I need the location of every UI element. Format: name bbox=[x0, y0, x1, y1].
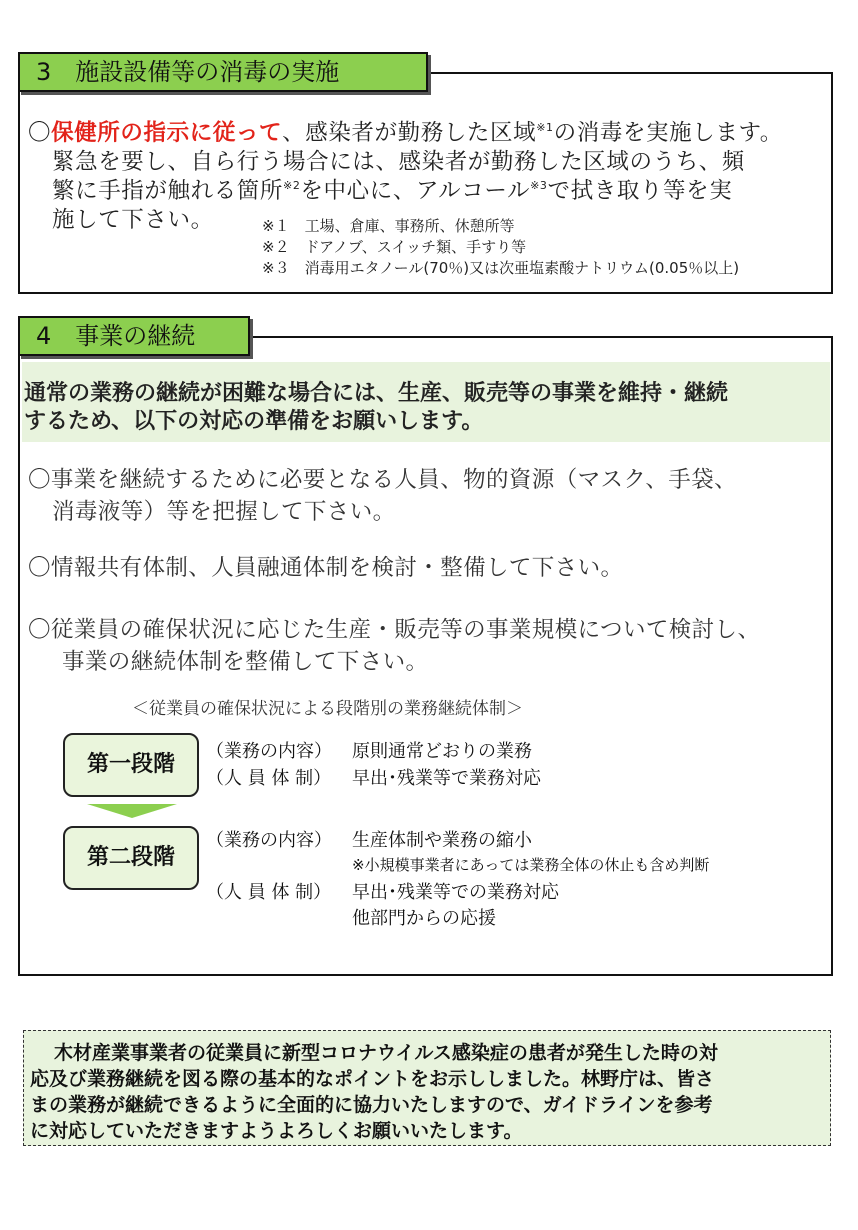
section3-line1: 〇保健所の指示に従って、感染者が勤務した区域$^{※1}$の消毒を実施します。 bbox=[28, 120, 783, 146]
stage1-content-label: （業務の内容） bbox=[206, 741, 332, 762]
stage2-content: 生産体制や業務の縮小 bbox=[352, 830, 532, 851]
footer-line3: まの業務が継続できるように全面的に協力いたしますので、ガイドラインを参考 bbox=[30, 1094, 713, 1116]
section4-lead-line2: するため、以下の対応の準備をお願いします。 bbox=[24, 409, 484, 434]
health-center-emphasis: 保健所の指示に従って bbox=[51, 120, 283, 146]
footnote-1: ※１ 工場、倉庫、事務所、休憩所等 bbox=[262, 217, 515, 235]
section3-line3: 繁に手指が触れる箇所$^{※2}$を中心に、アルコール$^{※3}$で拭き取り等を実 bbox=[52, 178, 733, 204]
stage1-content: 原則通常どおりの業務 bbox=[352, 741, 532, 762]
section4-heading: 4 事業の継続 bbox=[18, 316, 250, 356]
stage2-staff-label: （人 員 体 制） bbox=[206, 882, 332, 903]
stage2-content-note: ※小規模事業者にあっては業務全体の休止も含め判断 bbox=[352, 856, 710, 874]
stage1-staff-label: （人 員 体 制） bbox=[206, 768, 332, 789]
stage2-box: 第二段階 bbox=[63, 826, 199, 890]
footnote-2: ※２ ドアノブ、スイッチ類、手すり等 bbox=[262, 238, 527, 256]
footer-line1: 木材産業事業者の従業員に新型コロナウイルス感染症の患者が発生した時の対 bbox=[54, 1042, 718, 1064]
diagram-title: ＜従業員の確保状況による段階別の業務継続体制＞ bbox=[132, 699, 523, 719]
stage1-box: 第一段階 bbox=[63, 733, 199, 797]
section3-line4: 施して下さい。 bbox=[52, 207, 214, 233]
stage2-content-label: （業務の内容） bbox=[206, 830, 332, 851]
stage2-staff-2: 他部門からの応援 bbox=[352, 908, 496, 929]
section4-lead-line1: 通常の業務の継続が困難な場合には、生産、販売等の事業を維持・継続 bbox=[24, 381, 729, 406]
section4-item3-line1: 〇従業員の確保状況に応じた生産・販売等の事業規模について検討し、 bbox=[28, 617, 761, 643]
section4-item3-line2: 事業の継続体制を整備して下さい。 bbox=[62, 649, 429, 675]
stage2-staff-1: 早出･残業等での業務対応 bbox=[352, 882, 559, 903]
footer-line2: 応及び業務継続を図る際の基本的なポイントをお示ししました。林野庁は、皆さ bbox=[30, 1068, 715, 1090]
section3-heading: 3 施設設備等の消毒の実施 bbox=[18, 52, 428, 92]
section4-item2: 〇情報共有体制、人員融通体制を検討・整備して下さい。 bbox=[28, 555, 624, 581]
section4-item1-line1: 〇事業を継続するために必要となる人員、物的資源（マスク、手袋、 bbox=[28, 467, 738, 493]
section4-item1-line2: 消毒液等）等を把握して下さい。 bbox=[52, 499, 396, 525]
stage-arrow bbox=[87, 804, 177, 818]
section3-line2: 緊急を要し、自ら行う場合には、感染者が勤務した区域のうち、頻 bbox=[52, 149, 746, 175]
footer-line4: に対応していただきますようよろしくお願いいたします。 bbox=[30, 1120, 523, 1142]
footnote-3: ※３ 消毒用エタノール(70％)又は次亜塩素酸ナトリウム(0.05％以上) bbox=[262, 259, 740, 277]
stage1-staff: 早出･残業等で業務対応 bbox=[352, 768, 541, 789]
